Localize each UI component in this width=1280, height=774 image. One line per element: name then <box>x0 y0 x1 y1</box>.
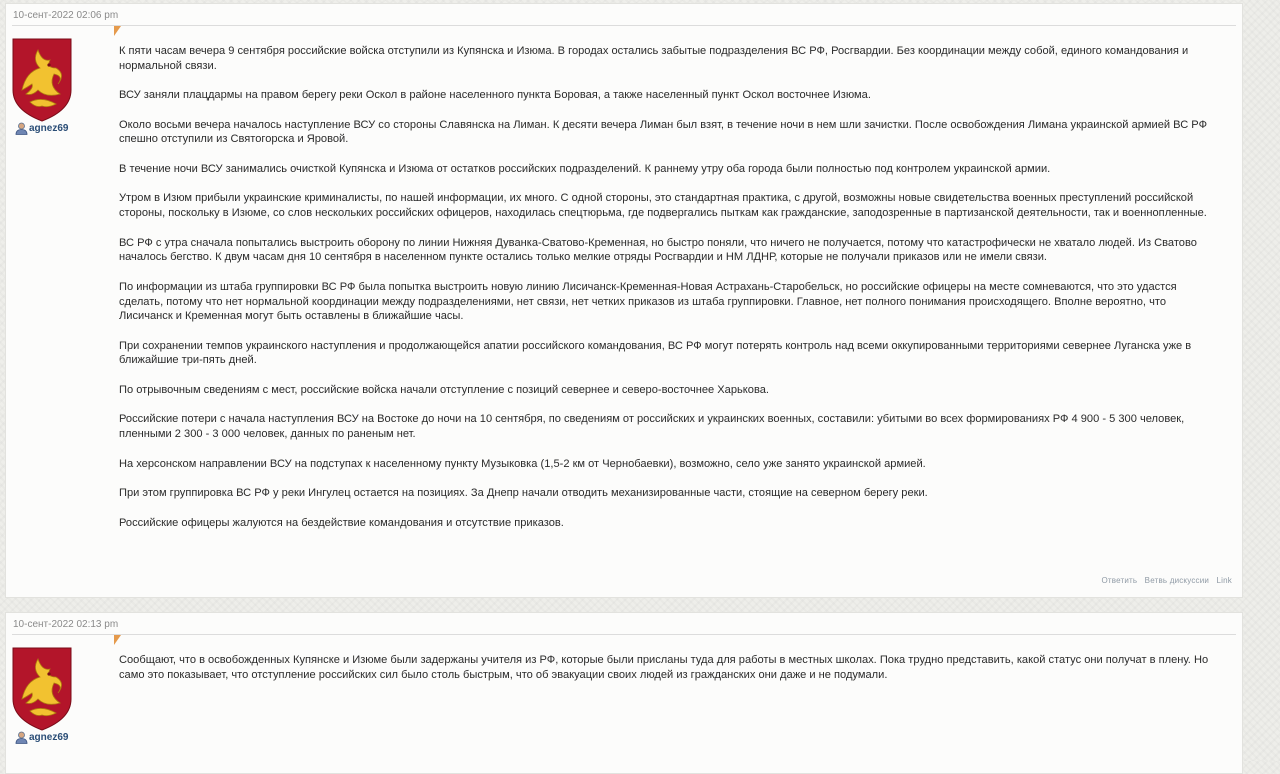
journal-entry <box>5 612 1243 774</box>
userpic[interactable] <box>12 38 72 122</box>
dragon-shield-icon <box>12 647 72 731</box>
permalink[interactable]: Link <box>1216 576 1232 585</box>
post-body <box>119 44 1215 545</box>
thread-link[interactable]: Ветвь дискуссии <box>1144 576 1210 585</box>
post-corner-flag <box>114 635 121 645</box>
paragraph: К пяти часам вечера 9 сентября российские войска отступили из Купянска и Изюма. В городах остались забытые подразделения ВС РФ, Росгвардии. Без координации между собой, единого командования и нормальной связи. <box>119 45 1189 72</box>
username: agnez69 <box>29 732 69 743</box>
post-actions <box>1096 576 1232 585</box>
paragraph: Утром в Изюм прибыли украинские криминалисты, по нашей информации, их много. С одной стороны, это стандартная практика, с другой, возможны новые свидетельства военных преступлений российской стороны, поскольку в Изюме, со слов нескольких российских офицеров, находилась спецтюрьма, где подвергались пыткам как гражданские, заподозренные в партизанской деятельности, так и военнопленные. <box>119 192 1207 220</box>
username: agnez69 <box>29 123 69 134</box>
userpic[interactable] <box>12 647 72 731</box>
user-icon <box>15 731 28 744</box>
paragraph: В течение ночи ВСУ занимались очисткой Купянска и Изюма от остатков российских подразделений. К раннему утру оба города были полностью под контролем украинской армии. <box>119 162 1051 175</box>
paragraph: ВС РФ с утра сначала попытались выстроить оборону по линии Нижняя Дуванка-Сватово-Кременная, но быстро поняли, что ничего не получается, потому что катастрофически не хватало людей. Из Сватово началось бегство. К двум часам дня 10 сентября в населенном пункте остались только мелкие отряды Росгвардии и НМ ЛДНР, которые не получали приказов или не имели связи. <box>119 236 1197 264</box>
post-date: 10-сент-2022 02:13 pm <box>13 619 119 630</box>
divider <box>12 634 1236 635</box>
paragraph: По информации из штаба группировки ВС РФ была попытка выстроить новую линию Лисичанск-Кременная-Новая Астрахань-Старобельск, но российские офицеры на месте сомневаются, что это удастся сделать, потому что нет нормальной координации между подразделениями, нет связи, нет четких приказов из штаба группировки. Главное, нет полного понимания происходящего. Вполне вероятно, что Лисичанск и Кременная могут быть оставлены в ближайшие часы. <box>119 280 1177 323</box>
paragraph: Российские офицеры жалуются на бездействие командования и отсутствие приказов. <box>119 516 564 529</box>
paragraph: Сообщают, что в освобожденных Купянске и Изюме были задержаны учителя из РФ, которые были присланы туда для работы в местных школах. Пока трудно представить, какой статус они получат в плену. Но само это показывает, что отступление российских сил было столь быстрым, что об эвакуации своих людей из гражданских они даже и не подумали. <box>119 654 1209 681</box>
paragraph: При этом группировка ВС РФ у реки Ингулец остается на позициях. За Днепр начали отводить механизированные части, стоящие на северном берегу реки. <box>119 487 928 500</box>
post-corner-flag <box>114 26 121 36</box>
username-link[interactable] <box>15 122 68 135</box>
paragraph: ВСУ заняли плацдармы на правом берегу реки Оскол в районе населенного пункта Боровая, а также населенный пункт Оскол восточнее Изюма. <box>119 89 871 102</box>
user-icon <box>15 122 28 135</box>
reply-link[interactable]: Ответить <box>1101 576 1138 585</box>
paragraph: Около восьми вечера началось наступление ВСУ со стороны Славянска на Лиман. К десяти вечера Лиман был взят, в течение ночи в нем шли зачистки. После освобождения Лимана украинской армией ВС РФ спешно отступили из Святогорска и Яровой. <box>119 118 1208 146</box>
divider <box>12 25 1236 26</box>
paragraph: При сохранении темпов украинского наступления и продолжающейся апатии российского командования, ВС РФ могут потерять контроль над всеми оккупированными территориями севернее Луганска уже в ближайшие три-пять дней. <box>119 339 1192 367</box>
username-link[interactable] <box>15 731 68 744</box>
post-body <box>119 653 1215 697</box>
journal-entry <box>5 3 1243 598</box>
paragraph: Российские потери с начала наступления ВСУ на Востоке до ночи на 10 сентября, по сведениям от российских и украинских военных, составили: убитыми во всех формированиях РФ 4 900 - 5 300 человек, пленными 2 300 - 3 000 человек, данных по раненым нет. <box>119 413 1185 441</box>
paragraph: По отрывочным сведениям с мест, российские войска начали отступление с позиций севернее и северо-восточнее Харькова. <box>119 383 769 396</box>
post-date: 10-сент-2022 02:06 pm <box>13 10 119 21</box>
paragraph: На херсонском направлении ВСУ на подступах к населенному пункту Музыковка (1,5-2 км от Чернобаевки), возможно, село уже занято украинской армией. <box>119 457 926 470</box>
dragon-shield-icon <box>12 38 72 122</box>
